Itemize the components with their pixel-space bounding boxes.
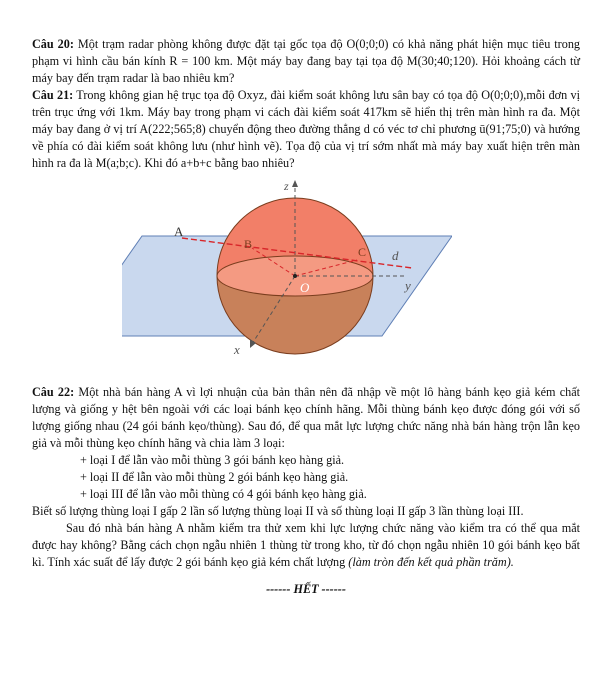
label-c: C [358, 245, 367, 259]
end-marker: ------ HẾT ------ [266, 582, 346, 596]
label-z: z [284, 179, 289, 193]
list-item: + loại III để lẫn vào mỗi thùng có 4 gói bánh kẹo hàng giả. [80, 487, 367, 501]
question-22 [32, 384, 580, 452]
question-22-note: (làm tròn đến kết quả phần trăm). [348, 555, 514, 569]
question-22-question [32, 520, 580, 571]
z-arrow-icon [292, 180, 298, 187]
radar-sphere-figure [32, 176, 580, 376]
label-o: O [300, 280, 310, 295]
question-20-label: Câu 20: [32, 37, 74, 51]
exam-page [32, 36, 580, 598]
label-a: A [174, 224, 184, 239]
label-x: x [234, 342, 240, 357]
question-22-label: Câu 22: [32, 385, 75, 399]
question-22-question-text: Sau đó nhà bán hàng A nhằm kiểm tra thử xem khi lực lượng chức năng vào kiểm tra có thể qua mắt được hay không? Bằng cách chọn ngẫu nhiên 1 thùng từ trong kho, từ đó chọn ngẫu nhiên 10 gói bánh kẹo bất kì. Tính xác suất để lấy được 2 gói bánh kẹo giả kém chất lượng [32, 521, 580, 569]
list-item: + loại II để lẫn vào mỗi thùng 2 gói bánh kẹo hàng giả. [80, 470, 349, 484]
label-y: y [405, 278, 411, 293]
question-21-text: Trong không gian hệ trục tọa độ Oxyz, đài kiểm soát không lưu sân bay có tọa độ O(0;0;0),mỗi đơn vị trên trục ứng với 1km. Máy bay trong phạm vi cách đài kiểm soát 417km sẽ hiển thị trên màn hình ra đa. Một máy bay đang ở vị trí A(222;565;8) chuyển động theo đường thẳng d có véc tơ chỉ phương ū(91;75;0) và hướng về phía có đài kiểm soát không lưu (như hình vẽ). Tọa độ của vị trí sớm nhất mà máy bay xuất hiện trên màn hình ra đa là M(a;b;c). Khi đó a+b+c bằng bao nhiêu? [32, 88, 580, 170]
question-20-text: Một trạm radar phòng không được đặt tại gốc tọa độ O(0;0;0) có khả năng phát hiện mục tiêu trong phạm vi hình cầu bán kính R = 100 km. Một máy bay đang bay tại tọa độ M(30;40;120). Hỏi khoảng cách từ máy bay đến trạm radar là bao nhiêu km? [32, 37, 581, 85]
question-21-label: Câu 21: [32, 88, 74, 102]
question-20 [32, 36, 580, 87]
list-item: + loại I để lẫn vào mỗi thùng 3 gói bánh kẹo hàng giả. [80, 453, 345, 467]
question-22-condition: Biết số lượng thùng loại I gấp 2 lần số lượng thùng loại II và số thùng loại II gấp 3 lần thùng loại III. [32, 504, 524, 518]
question-21 [32, 87, 580, 172]
label-d: d [392, 248, 399, 263]
origin-point [293, 274, 297, 278]
sphere-diagram [122, 176, 452, 376]
label-b: B [244, 237, 253, 251]
question-22-text: Một nhà bán hàng A vì lợi nhuận của bản thân nên đã nhập về một lô hàng bánh kẹo giả kém chất lượng và giống y hệt bên ngoài với các loại bánh kẹo chính hãng. Mỗi thùng bánh kẹo được đóng gói với số lượng giống nhau (24 gói bánh kẹo/thùng). Sau đó, để qua mắt lực lượng chức năng nhà bán hàng trộn lẫn kẹo giả và mỗi thùng kẹo chính hãng và chia làm 3 loại: [32, 385, 581, 450]
